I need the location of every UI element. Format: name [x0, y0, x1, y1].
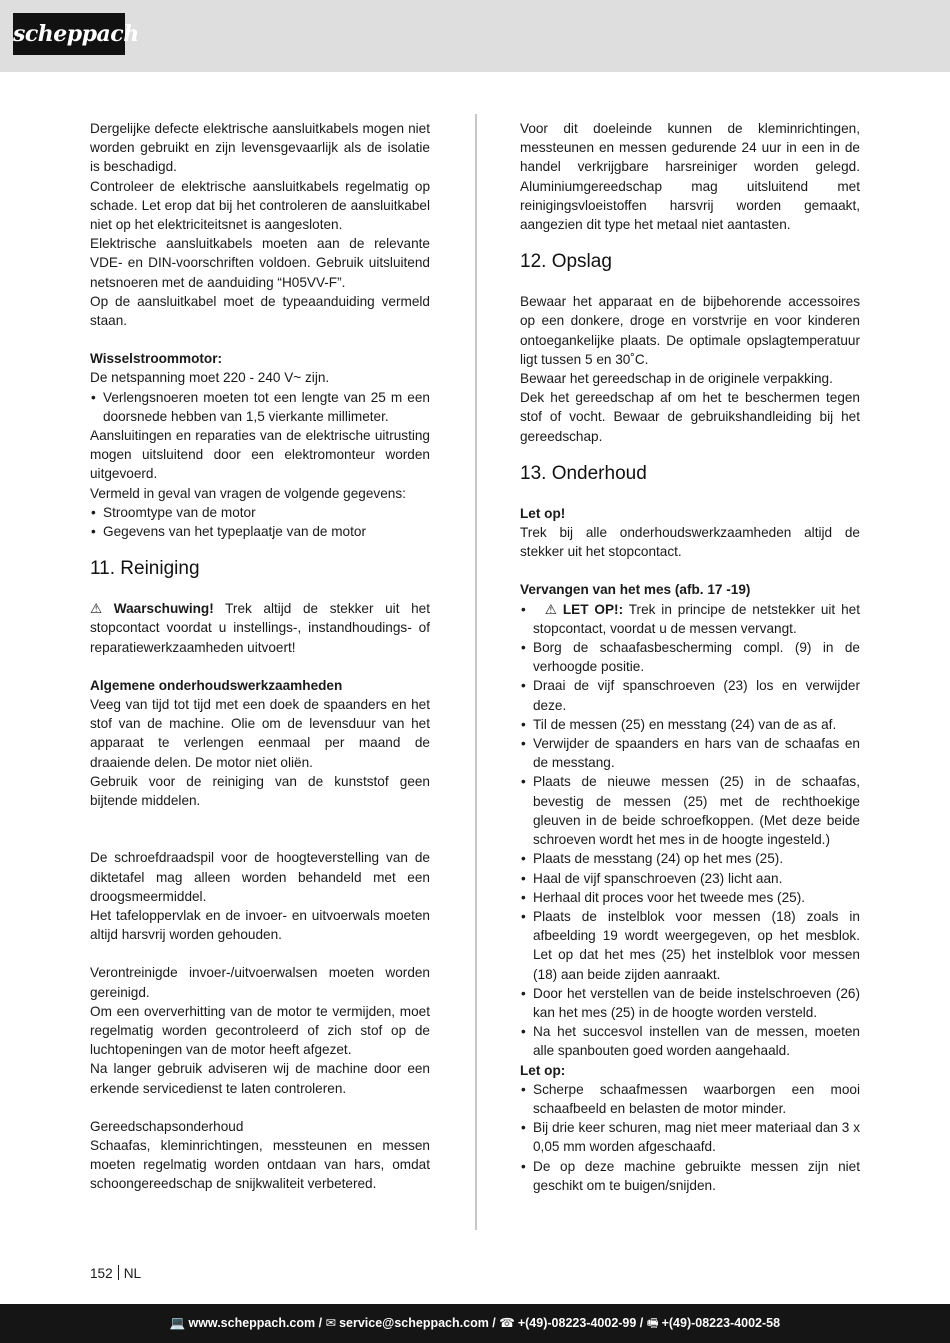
section-title-text: Opslag [551, 251, 612, 273]
list-item: • Til de messen (25) en messtang (24) van de as af. [520, 715, 860, 734]
footer-email[interactable]: service@scheppach.com / [339, 1316, 496, 1330]
warning-paragraph [90, 599, 430, 657]
paragraph: Bewaar het apparaat en de bijbehorende accessoires op een donkere, droge en vorstvrije en voor kinderen ontoegankelijke plaats. De optimale opslagtemperatuur ligt tussen 5 en 30˚C. [520, 294, 860, 367]
list-item: • Plaats de nieuwe messen (25) in de schaafas, bevestig de messen (25) met de rechthoekige gleuven in de beide schroefkoppen. (Met deze beide schroeven wordt het mes in de hoogte ingesteld.) [520, 772, 860, 849]
list-item [520, 600, 860, 638]
list-item: • Borg de schaafasbescherming compl. (9) in de verhoogde positie. [520, 638, 860, 676]
paragraph: De schroefdraadspil voor de hoogteverstelling van de diktetafel mag alleen worden behandeld met een droogsmeermiddel. [90, 850, 430, 904]
paragraph: Elektrische aansluitkabels moeten aan de relevante VDE- en DIN-voorschriften voldoen. Gebruik uitsluitend netsnoeren met de aanduiding “H05VV-F”. [90, 236, 430, 290]
column-divider [475, 114, 477, 1230]
paragraph: Voor dit doeleinde kunnen de kleminrichtingen, messteunen en messen gedurende 24 uur in een in de handel verkrijgbare harsreiniger worden gelegd. Aluminiumgereedschap mag uitsluitend met reinigingsvloeistoffen harsvrij worden gemaakt, aangezien dit type het metaal niet aantasten. [520, 121, 860, 233]
list-item: • Plaats de messtang (24) op het mes (25). [520, 849, 860, 868]
footer-fax: +(49)-08223-4002-58 [661, 1316, 781, 1330]
bullet-list [520, 1080, 860, 1195]
paragraph: Controleer de elektrische aansluitkabels regelmatig op schade. Let erop dat bij het controleren de aansluitkabel niet op het elektriciteitsnet is aangesloten. [90, 178, 430, 233]
section-title-text: Reiniging [120, 558, 200, 580]
list-item: • Door het verstellen van de beide instelschroeven (26) kan het mes (25) in de hoogte worden versteld. [520, 984, 860, 1022]
page-number-separator [118, 1265, 119, 1280]
paragraph: Het tafeloppervlak en de invoer- en uitvoerwals moeten altijd harsvrij worden gehouden. [90, 907, 430, 943]
list-item: • Herhaal dit proces voor het tweede mes (25). [520, 888, 860, 907]
motor-heading: Wisselstroommotor: [90, 351, 223, 367]
paragraph: De netspanning moet 220 - 240 V~ zijn. [90, 370, 330, 386]
page-footer [0, 1304, 950, 1343]
warning-triangle-icon: ⚠ [90, 601, 103, 617]
paragraph: Dek het gereedschap af om het te beschermen tegen stof of vocht. Bewaar de gebruikshandleiding bij het gereedschap. [520, 390, 860, 444]
mail-icon: ✉ [325, 1316, 337, 1330]
section-number: 11. [90, 558, 116, 580]
knife-replace-heading: Vervangen van het mes (afb. 17 -19) [520, 582, 751, 598]
list-item: • Draai de vijf spanschroeven (23) los en verwijder deze. [520, 676, 860, 714]
left-column [90, 119, 430, 1194]
list-item-text: Trek in principe de netstekker uit het stopcontact, voordat u de messen vervangt. [533, 601, 860, 636]
list-item: • Bij drie keer schuren, mag niet meer materiaal dan 3 x 0,05 mm worden afgeschaafd. [520, 1118, 860, 1156]
warning-label: Waarschuwing! [113, 601, 214, 617]
scheppach-logo: scheppach [13, 13, 125, 55]
footer-website[interactable]: www.scheppach.com / [188, 1316, 323, 1330]
letop-heading: Let op: [520, 1062, 566, 1078]
paragraph: Om een oververhitting van de motor te vermijden, moet regelmatig worden gecontroleerd of zich stof op de luchtopeningen van de motor heeft afgezet. [90, 1003, 430, 1058]
list-item: • Na het succesvol instellen van de messen, moeten alle spanbouten goed worden aangehaald. [520, 1022, 860, 1060]
paragraph: Na langer gebruik adviseren wij de machine door een erkende servicedienst te laten controleren. [90, 1061, 430, 1096]
paragraph: Dergelijke defecte elektrische aansluitkabels mogen niet worden gebruikt en zijn levensgevaarlijk als de isolatie is beschadigd. [90, 121, 430, 175]
list-item: • Haal de vijf spanschroeven (23) licht aan. [520, 869, 860, 888]
tool-maintenance-heading: Gereedschapsonderhoud [90, 1118, 244, 1134]
fax-icon: 🖷 [646, 1316, 659, 1330]
list-item: • Verwijder de spaanders en hars van de schaafas en de messtang. [520, 734, 860, 772]
page-header [0, 0, 950, 72]
paragraph: Veeg van tijd tot tijd met een doek de spaanders en het stof van de machine. Olie om de levensduur van het apparaat te verlengen eenmaal per maand de draaiende delen. De motor niet oliën. [90, 697, 430, 770]
section-title-onderhoud [520, 462, 860, 486]
paragraph: Bewaar het gereedschap in de originele verpakking. [520, 371, 833, 387]
section-title-reiniging [90, 557, 430, 581]
paragraph: Op de aansluitkabel moet de typeaanduiding vermeld staan. [90, 293, 430, 329]
list-item: • Plaats de instelblok voor messen (18) zoals in afbeelding 19 wordt weergegeven, op het mesblok. Let op dat het mes (25) het instelblok voor messen (18) aan beide zijden aanraakt. [520, 907, 860, 984]
paragraph: Gebruik voor de reiniging van de kunststof geen bijtende middelen. [90, 773, 430, 809]
section-number: 13. [520, 462, 547, 484]
section-title-opslag [520, 250, 860, 274]
footer-phone: +(49)-08223-4002-99 / [517, 1316, 644, 1330]
list-item: • Stroomtype van de motor [90, 503, 430, 522]
computer-icon: 💻 [169, 1316, 186, 1330]
paragraph: Verontreinigde invoer-/uitvoerwalsen moeten worden gereinigd. [90, 965, 430, 1000]
page-number [90, 1265, 141, 1281]
list-item: • Scherpe schaafmessen waarborgen een mooi schaafbeeld en belasten de motor minder. [520, 1080, 860, 1118]
paragraph: Aansluitingen en reparaties van de elektrische uitrusting mogen uitsluitend door een elektromonteur worden uitgevoerd. [90, 428, 430, 482]
warning-text: Trek altijd de stekker uit het stopcontact voordat u instellings-, instandhoudings- of reparatiewerkzaamheden uitvoert! [90, 601, 430, 655]
paragraph: Trek bij alle onderhoudswerkzaamheden altijd de stekker uit het stopcontact. [520, 525, 860, 560]
letop-label: LET OP!: [562, 601, 624, 617]
page-number-value: 152 [90, 1266, 113, 1281]
bullet-list [90, 503, 430, 541]
maintenance-heading: Algemene onderhoudswerkzaamheden [90, 677, 343, 693]
right-column [520, 119, 860, 1195]
language-code: NL [123, 1266, 142, 1281]
paragraph: Vermeld in geval van vragen de volgende gegevens: [90, 485, 406, 501]
bullet-list [520, 600, 860, 1061]
warning-triangle-icon: ⚠ [544, 601, 557, 617]
section-title-text: Onderhoud [551, 462, 647, 484]
list-item: • Gegevens van het typeplaatje van de motor [90, 522, 430, 541]
letop-heading: Let op! [520, 505, 566, 521]
list-item: • Verlengsnoeren moeten tot een lengte van 25 m een doorsnede hebben van 1,5 vierkante millimeter. [90, 388, 430, 426]
paragraph: Schaafas, kleminrichtingen, messteunen en messen moeten regelmatig worden ontdaan van hars, omdat schoongereedschap de snijkwaliteit verbetered. [90, 1137, 430, 1192]
list-item: • De op deze machine gebruikte messen zijn niet geschikt om te buigen/snijden. [520, 1157, 860, 1195]
section-number: 12. [520, 251, 547, 273]
bullet-list [90, 388, 430, 426]
phone-icon: ☎ [499, 1316, 515, 1330]
